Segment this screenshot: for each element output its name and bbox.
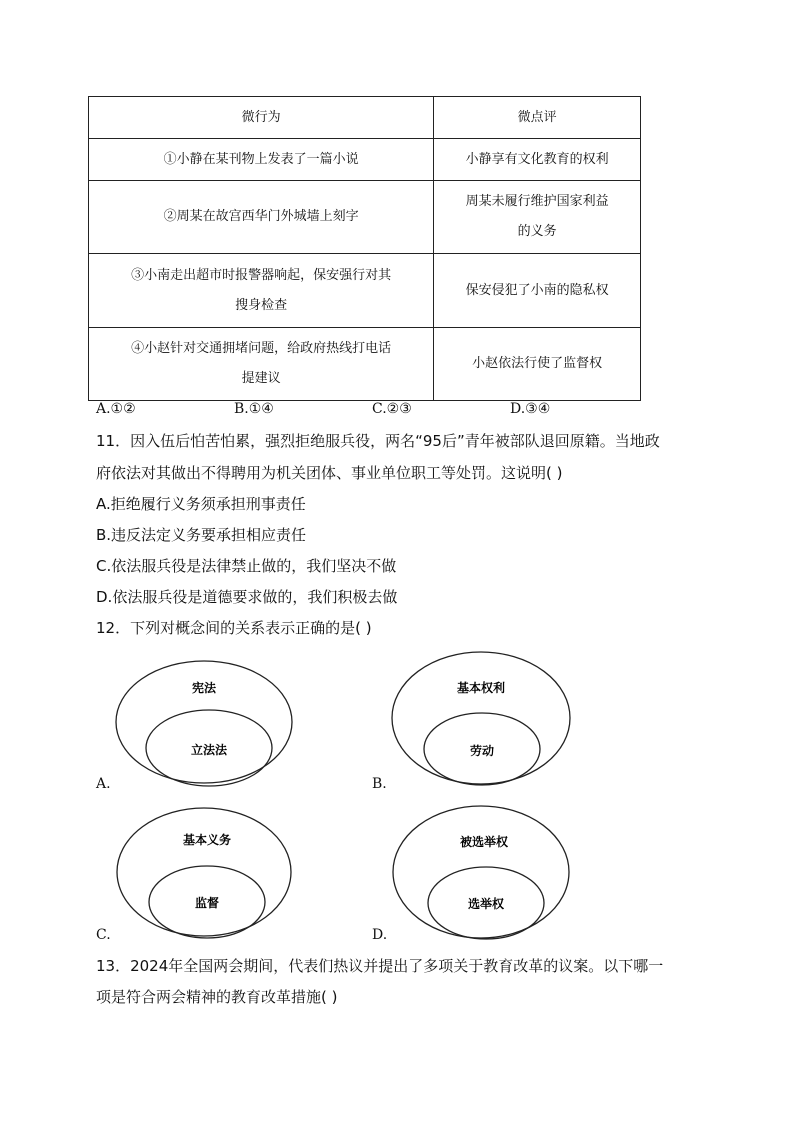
option-c[interactable]: C.②③ bbox=[372, 401, 412, 417]
q11-option-a[interactable]: A.拒绝履行义务须承担刑事责任 bbox=[96, 495, 306, 513]
action-cell bbox=[89, 139, 434, 181]
q13-stem-line-1: 13．2024年全国两会期间，代表们热议并提出了多项关于教育改革的议案。以下哪一 bbox=[96, 957, 664, 975]
q11-option-b[interactable]: B.违反法定义务要承担相应责任 bbox=[96, 526, 307, 544]
outer-label: 基本义务 bbox=[182, 833, 232, 847]
q12-stem: 12．下列对概念间的关系表示正确的是( ) bbox=[96, 619, 372, 637]
comment-cell bbox=[434, 181, 641, 254]
behavior-comment-table bbox=[88, 96, 641, 401]
table-row bbox=[89, 139, 641, 181]
inner-label: 监督 bbox=[194, 896, 220, 910]
diagram-option-d[interactable]: D. bbox=[372, 927, 388, 943]
inner-label: 选举权 bbox=[467, 897, 505, 911]
q11-stem-line-2: 府依法对其做出不得聘用为机关团体、事业单位职工等处罚。这说明( ) bbox=[96, 464, 563, 482]
action-cell bbox=[89, 328, 434, 401]
cell-line: 的义务 bbox=[517, 224, 557, 239]
comment-cell bbox=[434, 254, 641, 328]
cell-line: ④小赵针对交通拥堵问题，给政府热线打电话 bbox=[131, 341, 392, 356]
outer-ellipse bbox=[117, 808, 291, 936]
header-action: 微行为 bbox=[89, 97, 434, 139]
diagram-option-a[interactable]: A. bbox=[96, 776, 111, 792]
cell-line: ②周某在故宫西华门外城墙上刻字 bbox=[163, 209, 359, 224]
q13-stem-line-2: 项是符合两会精神的教育改革措施( ) bbox=[96, 988, 338, 1006]
cell-line: 提建议 bbox=[241, 371, 281, 386]
diagram-option-c[interactable]: C. bbox=[96, 927, 111, 943]
q11-option-c[interactable]: C.依法服兵役是法律禁止做的，我们坚决不做 bbox=[96, 557, 397, 575]
option-a[interactable]: A.①② bbox=[96, 401, 136, 417]
cell-line: 小静享有文化教育的权利 bbox=[465, 151, 609, 167]
table-row bbox=[89, 254, 641, 328]
outer-label: 被选举权 bbox=[459, 835, 509, 849]
cell-line: 保安侵犯了小南的隐私权 bbox=[465, 282, 609, 298]
comment-cell bbox=[434, 328, 641, 401]
comment-cell bbox=[434, 139, 641, 181]
cell-line: 周某未履行维护国家利益 bbox=[465, 194, 609, 209]
outer-ellipse bbox=[393, 806, 569, 938]
cell-line: ③小南走出超市时报警器响起，保安强行对其 bbox=[131, 267, 392, 283]
header-comment: 微点评 bbox=[434, 97, 641, 139]
venn-diagram-d bbox=[391, 804, 571, 942]
cell-line: 搜身检查 bbox=[235, 297, 288, 313]
action-cell bbox=[89, 254, 434, 328]
venn-diagram-b bbox=[390, 650, 572, 788]
inner-label: 立法法 bbox=[190, 743, 228, 757]
cell-line: ①小静在某刊物上发表了一篇小说 bbox=[163, 151, 359, 167]
table-header-row bbox=[89, 97, 641, 139]
q10-options bbox=[96, 401, 656, 421]
option-b[interactable]: B.①④ bbox=[234, 401, 274, 417]
table-row bbox=[89, 181, 641, 254]
inner-label: 劳动 bbox=[469, 744, 495, 758]
venn-diagram-a bbox=[114, 660, 296, 788]
q11-stem-line-1: 11．因入伍后怕苦怕累，强烈拒绝服兵役，两名“95后”青年被部队退回原籍。当地政 bbox=[96, 432, 660, 450]
action-cell bbox=[89, 181, 434, 254]
cell-line: 小赵依法行使了监督权 bbox=[472, 356, 603, 371]
option-d[interactable]: D.③④ bbox=[510, 401, 551, 417]
venn-diagram-c bbox=[115, 806, 295, 940]
outer-label: 宪法 bbox=[191, 681, 217, 695]
outer-label: 基本权利 bbox=[456, 681, 506, 695]
table-row bbox=[89, 328, 641, 401]
outer-ellipse bbox=[392, 652, 570, 784]
diagram-option-b[interactable]: B. bbox=[372, 776, 387, 792]
q11-option-d[interactable]: D.依法服兵役是道德要求做的，我们积极去做 bbox=[96, 588, 398, 606]
